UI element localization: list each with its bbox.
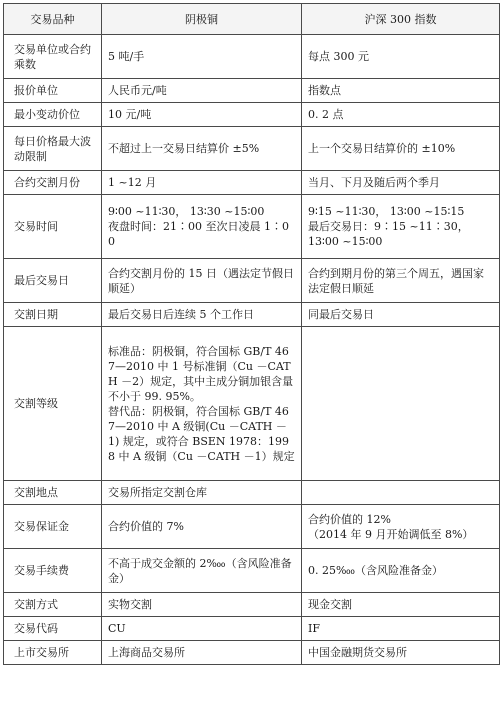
row-label: 上市交易所 xyxy=(4,641,102,665)
index-cell: 0. 25‱（含风险准备金） xyxy=(302,549,500,593)
table-header-row xyxy=(4,4,500,35)
table-row xyxy=(4,303,500,327)
row-label: 交易手续费 xyxy=(4,549,102,593)
table-row xyxy=(4,641,500,665)
row-label: 合约交割月份 xyxy=(4,171,102,195)
table-row xyxy=(4,617,500,641)
row-label: 交割等级 xyxy=(4,327,102,481)
row-label: 交割日期 xyxy=(4,303,102,327)
table-row xyxy=(4,259,500,303)
copper-cell: 交易所指定交割仓库 xyxy=(102,481,302,505)
row-label: 交易保证金 xyxy=(4,505,102,549)
row-label: 交易时间 xyxy=(4,195,102,259)
index-cell: 0. 2 点 xyxy=(302,103,500,127)
copper-cell: 1 ~12 月 xyxy=(102,171,302,195)
table-row xyxy=(4,505,500,549)
copper-cell: 人民币元/吨 xyxy=(102,79,302,103)
header-cell: 沪深 300 指数 xyxy=(302,4,500,35)
row-label: 交割地点 xyxy=(4,481,102,505)
table-row xyxy=(4,549,500,593)
table-row xyxy=(4,593,500,617)
copper-cell: 10 元/吨 xyxy=(102,103,302,127)
futures-spec-table xyxy=(3,3,500,665)
index-cell: IF xyxy=(302,617,500,641)
header-cell: 阴极铜 xyxy=(102,4,302,35)
copper-cell: 5 吨/手 xyxy=(102,35,302,79)
copper-cell: 合约交割月份的 15 日（遇法定节假日顺延） xyxy=(102,259,302,303)
row-label: 最小变动价位 xyxy=(4,103,102,127)
index-cell: 每点 300 元 xyxy=(302,35,500,79)
table-row xyxy=(4,103,500,127)
header-cell: 交易品种 xyxy=(4,4,102,35)
table-row xyxy=(4,79,500,103)
row-label: 交割方式 xyxy=(4,593,102,617)
index-cell: 中国金融期货交易所 xyxy=(302,641,500,665)
index-cell xyxy=(302,481,500,505)
row-label: 报价单位 xyxy=(4,79,102,103)
row-label: 交易单位或合约乘数 xyxy=(4,35,102,79)
table-row xyxy=(4,171,500,195)
row-label: 每日价格最大波动限制 xyxy=(4,127,102,171)
index-cell: 上一个交易日结算价的 ±10% xyxy=(302,127,500,171)
copper-cell: 最后交易日后连续 5 个工作日 xyxy=(102,303,302,327)
index-cell: 现金交割 xyxy=(302,593,500,617)
index-cell: 合约到期月份的第三个周五，遇国家法定假日顺延 xyxy=(302,259,500,303)
copper-cell: 合约价值的 7% xyxy=(102,505,302,549)
index-cell: 同最后交易日 xyxy=(302,303,500,327)
row-label: 交易代码 xyxy=(4,617,102,641)
row-label: 最后交易日 xyxy=(4,259,102,303)
copper-cell: 不高于成交金额的 2‱（含风险准备金） xyxy=(102,549,302,593)
copper-cell: 9∶00 ~11∶30， 13∶30 ~15∶00 夜盘时间：21∶00 至次日凌晨 1∶00 xyxy=(102,195,302,259)
table-row xyxy=(4,327,500,481)
index-cell: 9∶15 ~11∶30， 13∶00 ~15∶15 最后交易日：9∶15 ~11∶30， 13∶00 ~15∶00 xyxy=(302,195,500,259)
index-cell: 当月、下月及随后两个季月 xyxy=(302,171,500,195)
copper-cell: 上海商品交易所 xyxy=(102,641,302,665)
index-cell: 合约价值的 12% （2014 年 9 月开始调低至 8%） xyxy=(302,505,500,549)
copper-cell: 不超过上一交易日结算价 ±5% xyxy=(102,127,302,171)
index-cell: 指数点 xyxy=(302,79,500,103)
table-row xyxy=(4,195,500,259)
table-row xyxy=(4,481,500,505)
copper-cell: 标准品：阴极铜，符合国标 GB/T 467—2010 中 1 号标准铜（Cu －CATH －2）规定，其中主成分铜加银含量不小于 99. 95%。 替代品：阴极铜，符合国标 GB/T 467—2010 中 A 级铜(Cu －CATH －1) 规定，或符合 BSEN 1978：1998 中 A 级铜（Cu －CATH －1）规定 xyxy=(102,327,302,481)
copper-cell: CU xyxy=(102,617,302,641)
copper-cell: 实物交割 xyxy=(102,593,302,617)
index-cell xyxy=(302,327,500,481)
table-row xyxy=(4,35,500,79)
table-row xyxy=(4,127,500,171)
